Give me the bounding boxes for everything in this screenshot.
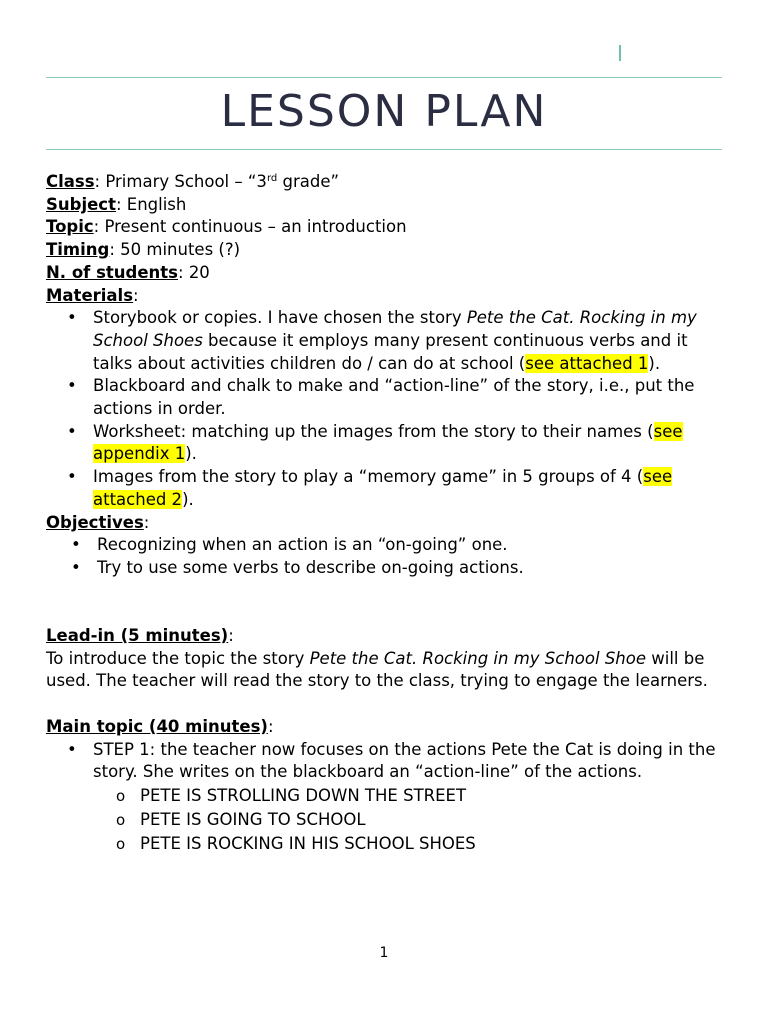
main-heading: Main topic (40 minutes): xyxy=(46,716,274,736)
book-title: Pete the Cat. Rocking in my School Shoe xyxy=(309,648,646,668)
book-title: Pete the Cat. Rocking in my School Shoes xyxy=(93,308,697,350)
list-item: o PETE IS ROCKING IN HIS SCHOOL SHOES xyxy=(93,832,726,856)
list-item: • Try to use some verbs to describe on-going actions. xyxy=(46,557,726,580)
objectives-heading: Objectives: xyxy=(46,512,150,532)
lesson-body xyxy=(46,171,726,856)
class-value: Primary School – “3 xyxy=(105,172,267,191)
highlight-reference: see attached 1 xyxy=(525,353,649,373)
header-rule-top xyxy=(46,77,722,78)
steps-list xyxy=(46,739,726,856)
header-rule-bottom xyxy=(46,149,722,150)
objectives-label: Objectives xyxy=(46,512,144,532)
objectives-list xyxy=(46,534,726,579)
list-item: o PETE IS GOING TO SCHOOL xyxy=(93,808,726,832)
topic-line: Topic: Present continuous – an introduction xyxy=(46,217,407,237)
list-item: • Worksheet: matching up the images from the story to their names (see appendix 1). xyxy=(46,421,726,466)
materials-heading: Materials: xyxy=(46,285,139,305)
class-label: Class xyxy=(46,172,95,191)
students-value: 20 xyxy=(188,262,210,282)
page-number: 1 xyxy=(379,945,389,961)
list-item: • Images from the story to play a “memory game” in 5 groups of 4 (see attached 2). xyxy=(46,466,726,511)
topic-label: Topic xyxy=(46,217,94,237)
highlight-reference: see attached 2 xyxy=(93,467,673,509)
list-item: • STEP 1: the teacher now focuses on the actions Pete the Cat is doing in the story. She writes on the blackboard an “action-line” of the actions. o PETE IS STROLLING DOWN THE STREET o PETE IS GOING TO SCHOOL o PETE IS ROCKING IN HIS SCHOOL SHOES xyxy=(46,739,726,856)
leadin-heading: Lead-in (5 minutes): xyxy=(46,626,234,646)
list-item: • Storybook or copies. I have chosen the story Pete the Cat. Rocking in my School Shoes because it employs many present continuous verbs and it talks about activities children do / can do at school (see attached 1). xyxy=(46,307,726,375)
subject-value: English xyxy=(126,194,187,214)
students-line: N. of students: 20 xyxy=(46,262,210,282)
text-cursor xyxy=(619,45,621,61)
timing-label: Timing xyxy=(46,240,110,260)
timing-value: 50 minutes (?) xyxy=(120,240,241,260)
materials-label: Materials xyxy=(46,285,134,305)
actions-list xyxy=(46,784,726,856)
materials-list xyxy=(46,307,726,511)
list-item: • Recognizing when an action is an “on-going” one. xyxy=(46,534,726,557)
leadin-paragraph: To introduce the topic the story Pete the Cat. Rocking in my School Shoe will be used. The teacher will read the story to the class, trying to engage the learners. xyxy=(46,648,708,691)
topic-value: Present continuous – an introduction xyxy=(104,217,407,237)
list-item: • Blackboard and chalk to make and “action-line” of the story, i.e., put the actions in order. xyxy=(46,375,726,420)
students-label: N. of students xyxy=(46,262,178,282)
highlight-reference: see appendix 1 xyxy=(93,421,683,464)
main-label: Main topic (40 minutes) xyxy=(46,716,268,736)
page-title: LESSON PLAN xyxy=(220,86,548,137)
class-line: Class: Primary School – “3rd grade” xyxy=(46,172,340,191)
timing-line: Timing: 50 minutes (?) xyxy=(46,240,241,260)
list-item: o PETE IS STROLLING DOWN THE STREET xyxy=(93,784,726,808)
subject-line: Subject: English xyxy=(46,194,187,214)
leadin-label: Lead-in (5 minutes) xyxy=(46,626,229,646)
subject-label: Subject xyxy=(46,194,116,214)
